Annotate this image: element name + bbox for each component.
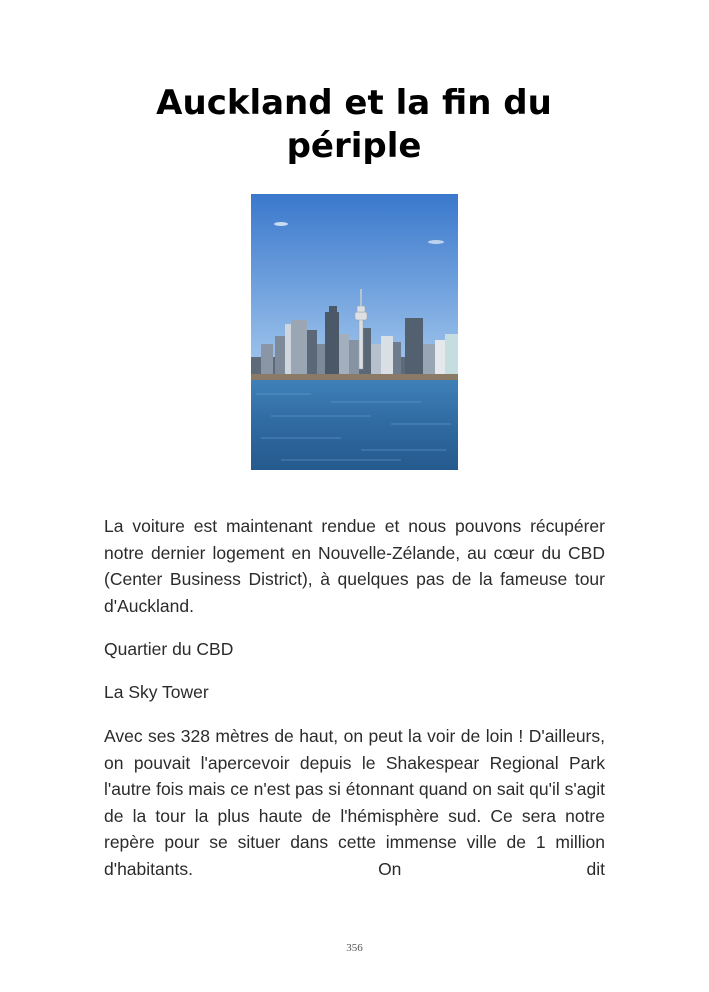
- page-number: 356: [346, 942, 363, 954]
- caption-sky-tower: La Sky Tower: [104, 682, 209, 702]
- paragraph-sky-tower: Avec ses 328 mètres de haut, on peut la voir de loin ! D'ailleurs, on pouvait l'apercevoir depuis le Shakespear Regional Park l'autre fois mais ce n'est pas si étonnant quand on sait qu'il s'agit de la tour la plus haute de l'hémisphère sud. Ce sera notre repère pour se situer dans cette immense ville de 1 million d'habitants. On dit: [104, 726, 605, 879]
- page-title: Auckland et la fin du périple: [156, 83, 552, 166]
- auckland-skyline-photo: [251, 194, 458, 470]
- caption-cbd: Quartier du CBD: [104, 639, 234, 659]
- paragraph-intro: La voiture est maintenant rendue et nous pouvons récupérer notre dernier logement en Nouvelle-Zélande, au cœur du CBD (Center Business District), à quelques pas de la fameuse tour d'Auckland.: [104, 516, 605, 616]
